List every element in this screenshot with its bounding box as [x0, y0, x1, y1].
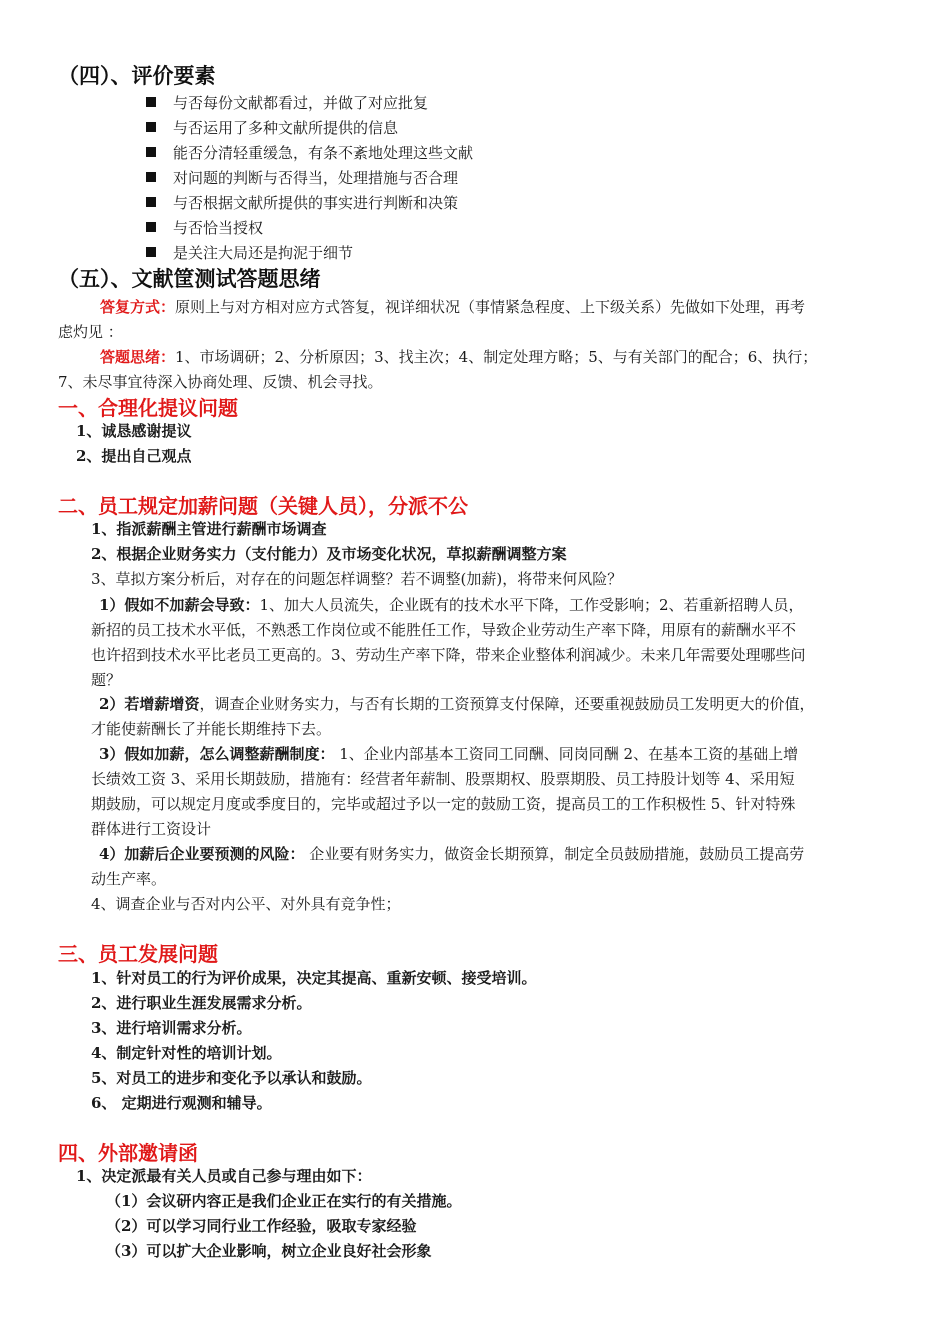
q2-heading: 二、员工规定加薪问题（关键人员），分派不公 [58, 494, 468, 518]
square-bullet-icon [146, 172, 156, 182]
q2-point-3-label: 3）假如加薪，怎么调整薪酬制度： [99, 745, 335, 763]
q2-point-4: 4）加薪后企业要预测的风险： 企业要有财务实力，做资金长期预算，制定全员鼓励措施，鼓励员工提高劳 [99, 845, 805, 863]
q2-point-1-label: 1）假如不加薪会导致： [99, 596, 260, 614]
q2-point-1-line: 也许招到技术水平比老员工更高的。3、劳动生产率下降，带来企业整体利润减少。未来几年需要处理哪些问 [91, 646, 806, 664]
q3-item: 5、对员工的进步和变化予以承认和鼓励。 [91, 1069, 372, 1087]
q2-item: 3、草拟方案分析后，对存在的问题怎样调整？若不调整(加薪)，将带来何风险？ [91, 570, 623, 588]
q2-point-3-line: 期鼓励，可以规定月度或季度目的，完毕或超过予以一定的鼓励工资，提高员工的工作积极性 5、针对特殊 [91, 795, 796, 813]
eval-bullet-item: 与否根据文献所提供的事实进行判断和决策 [146, 192, 458, 213]
q2-point-1: 1）假如不加薪会导致：1、加大人员流失，企业既有的技术水平下降，工作受影响；2、若重新招聘人员， [99, 596, 804, 614]
eval-bullet-item: 能否分清轻重缓急，有条不紊地处理这些文献 [146, 142, 473, 163]
eval-bullet-item: 对问题的判断与否得当，处理措施与否合理 [146, 167, 458, 188]
section-5-heading: （五）、文献筐测试答题思绪 [58, 267, 321, 291]
q2-point-3-line: 长绩效工资 3、采用长期鼓励，措施有：经营者年薪制、股票期权、股票期股、员工持股计划等 4、采用短 [91, 770, 795, 788]
answer-idea-label: 答题思绪： [100, 348, 176, 366]
q2-point-3-line: 群体进行工资设计 [91, 820, 212, 838]
q2-item: 1、指派薪酬主管进行薪酬市场调查 [91, 520, 327, 538]
eval-bullet-item: 与否运用了多种文献所提供的信息 [146, 117, 398, 138]
answer-idea-line: 7、未尽事宜待深入协商处理、反馈、机会寻找。 [58, 373, 383, 391]
square-bullet-icon [146, 97, 156, 107]
square-bullet-icon [146, 222, 156, 232]
q1-item: 1、诚恳感谢提议 [76, 422, 192, 440]
q2-point-2-line: 才能使薪酬长了并能长期维持下去。 [91, 720, 332, 738]
eval-bullet-item: 是关注大局还是拘泥于细节 [146, 242, 353, 263]
answer-idea-paragraph: 答题思绪：1、市场调研；2、分析原因；3、找主次；4、制定处理方略；5、与有关部门的配合；6、执行； [100, 348, 818, 366]
q4-subitem: （3）可以扩大企业影响，树立企业良好社会形象 [106, 1242, 432, 1260]
square-bullet-icon [146, 122, 156, 132]
square-bullet-icon [146, 247, 156, 257]
q3-heading: 三、员工发展问题 [58, 942, 218, 966]
q2-point-2: 2）若增薪增资，调查企业财务实力，与否有长期的工资预算支付保障，还要重视鼓励员工发明更大的价值， [99, 695, 815, 713]
q3-item: 1、针对员工的行为评价成果，决定其提高、重新安顿、接受培训。 [91, 969, 537, 987]
q3-item: 3、进行培训需求分析。 [91, 1019, 252, 1037]
q1-item: 2、提出自己观点 [76, 447, 192, 465]
reply-method-line: 虑灼见 ： [58, 323, 123, 341]
q2-point-3: 3）假如加薪，怎么调整薪酬制度： 1、企业内部基本工资同工同酬、同岗同酬 2、在基本工资的基础上增 [99, 745, 799, 763]
q2-point-4-line: 动生产率。 [91, 870, 167, 888]
q4-subitem: （1）会议研内容正是我们企业正在实行的有关措施。 [106, 1192, 462, 1210]
eval-bullet-item: 与否恰当授权 [146, 217, 263, 238]
q2-point-2-label: 2）若增薪增资 [99, 695, 200, 713]
q3-item: 6、 定期进行观测和辅导。 [91, 1094, 272, 1112]
q2-point-1-line: 新招的员工技术水平低，不熟悉工作岗位或不能胜任工作，导致企业劳动生产率下降，用原有的薪酬水平不 [91, 621, 797, 639]
square-bullet-icon [146, 197, 156, 207]
section-4-heading: （四）、评价要素 [58, 64, 216, 88]
q4-item: 1、决定派最有关人员或自己参与理由如下： [76, 1167, 372, 1185]
reply-method-label: 答复方式： [100, 298, 176, 316]
eval-bullet-item: 与否每份文献都看过，并做了对应批复 [146, 92, 428, 113]
q3-item: 4、制定针对性的培训计划。 [91, 1044, 282, 1062]
q4-subitem: （2）可以学习同行业工作经验，吸取专家经验 [106, 1217, 417, 1235]
q2-item: 4、调查企业与否对内公平、对外具有竞争性； [91, 895, 401, 913]
q2-point-1-line: 题？ [91, 671, 122, 689]
q2-point-4-label: 4）加薪后企业要预测的风险： [99, 845, 305, 863]
q4-heading: 四、外部邀请函 [58, 1141, 198, 1165]
q3-item: 2、进行职业生涯发展需求分析。 [91, 994, 312, 1012]
reply-method-paragraph: 答复方式：原则上与对方相对应方式答复，视详细状况（事情紧急程度、上下级关系）先做如下处理，再考 [100, 298, 806, 316]
q1-heading: 一、合理化提议问题 [58, 396, 238, 420]
square-bullet-icon [146, 147, 156, 157]
q2-item: 2、根据企业财务实力（支付能力）及市场变化状况，草拟薪酬调整方案 [91, 545, 567, 563]
